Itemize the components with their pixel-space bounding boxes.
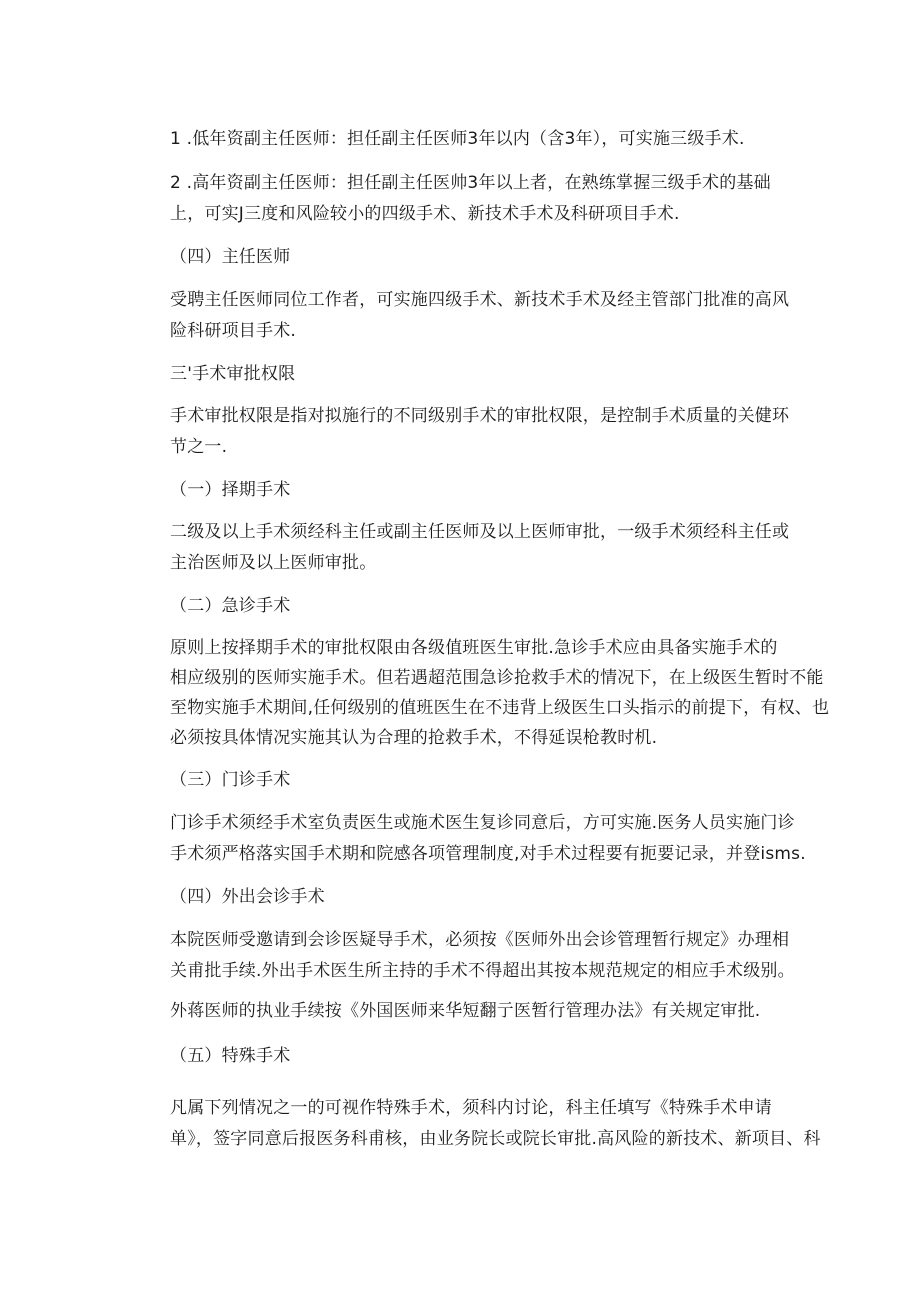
section-heading: （二）急诊手术 <box>170 596 291 616</box>
section-heading: （一）择期手术 <box>170 480 291 500</box>
paragraph-line: 本院医师受邀请到会诊医疑导手术，必须按《医师外出会诊管理暂行规定》办理相 <box>170 930 790 950</box>
paragraph-line: 2 .高年资副主任医师：担任副主任医帅3年以上者，在熟练掌握三级手术的基础 <box>170 173 771 193</box>
paragraph-line: 关甫批手续.外出手术医生所主持的手术不得超出其按本规范规定的相应手术级别。 <box>170 961 795 981</box>
section-heading: （四）主任医师 <box>170 247 291 267</box>
paragraph-line: 手术须严格落实国手术期和院感各项管理制度,对手术过程要有扼要记录，并登isms. <box>170 844 806 864</box>
paragraph-line: 手术审批权限是指对拟施行的不同级别手术的审批权限，是控制手术质量的关健环 <box>170 406 790 426</box>
section-heading: （五）特殊手术 <box>170 1046 291 1066</box>
paragraph-line: 单》，签字同意后报医务科甫核，由业务院长或院长审批.高风险的新技术、新项目、科 <box>170 1129 821 1149</box>
paragraph-line: 上，可实J三度和风险较小的四级手术、新技术手术及科研项目手术. <box>170 204 680 224</box>
paragraph-line: 相应级别的医师实施手术。但若遇超范围急诊抢救手术的情况下，在上级医生暂时不能 <box>170 668 824 688</box>
paragraph-line: 至物实施手术期间,任何级别的值班医生在不违背上级医生口头指示的前提下，有权、也 <box>170 698 830 718</box>
paragraph-line: 原则上按择期手术的审批权限由各级值班医生审批.急诊手术应由具备实施手术的 <box>170 638 778 658</box>
paragraph-line: 受聘主任医师同位工作者，可实施四级手术、新技术手术及经主管部门批准的高风 <box>170 290 790 310</box>
paragraph-line: 二级及以上手术须经科主任或副主任医师及以上医师审批，一级手术须经科主任或 <box>170 522 790 542</box>
section-heading: （三）门诊手术 <box>170 770 291 790</box>
paragraph-line: 节之一. <box>170 437 228 457</box>
paragraph-line: 凡属下列情况之一的可视作特殊手术，须科内讨论，科主任填写《特殊手术申请 <box>170 1098 772 1118</box>
paragraph-line: 外蒋医师的执业手续按《外国医师来华短翻亍医暂行管理办法》有关规定审批. <box>170 1001 761 1021</box>
paragraph-line: 门诊手术须经手术室负责医生或施术医生复诊同意后，方可实施.医务人员实施门诊 <box>170 813 795 833</box>
paragraph-line: 1 .低年资副主任医师：担任副主任医师3年以内（含3年），可实施三级手术. <box>170 129 745 149</box>
paragraph-line: 险科研项目手术. <box>170 321 297 341</box>
section-heading: 三'手术审批权限 <box>170 364 296 384</box>
section-heading: （四）外出会诊手术 <box>170 887 325 907</box>
paragraph-line: 必须按具体情况实施其认为合理的抢救手术，不得延误枪教时机. <box>170 728 658 748</box>
paragraph-line: 主治医师及以上医师审批。 <box>170 553 377 573</box>
